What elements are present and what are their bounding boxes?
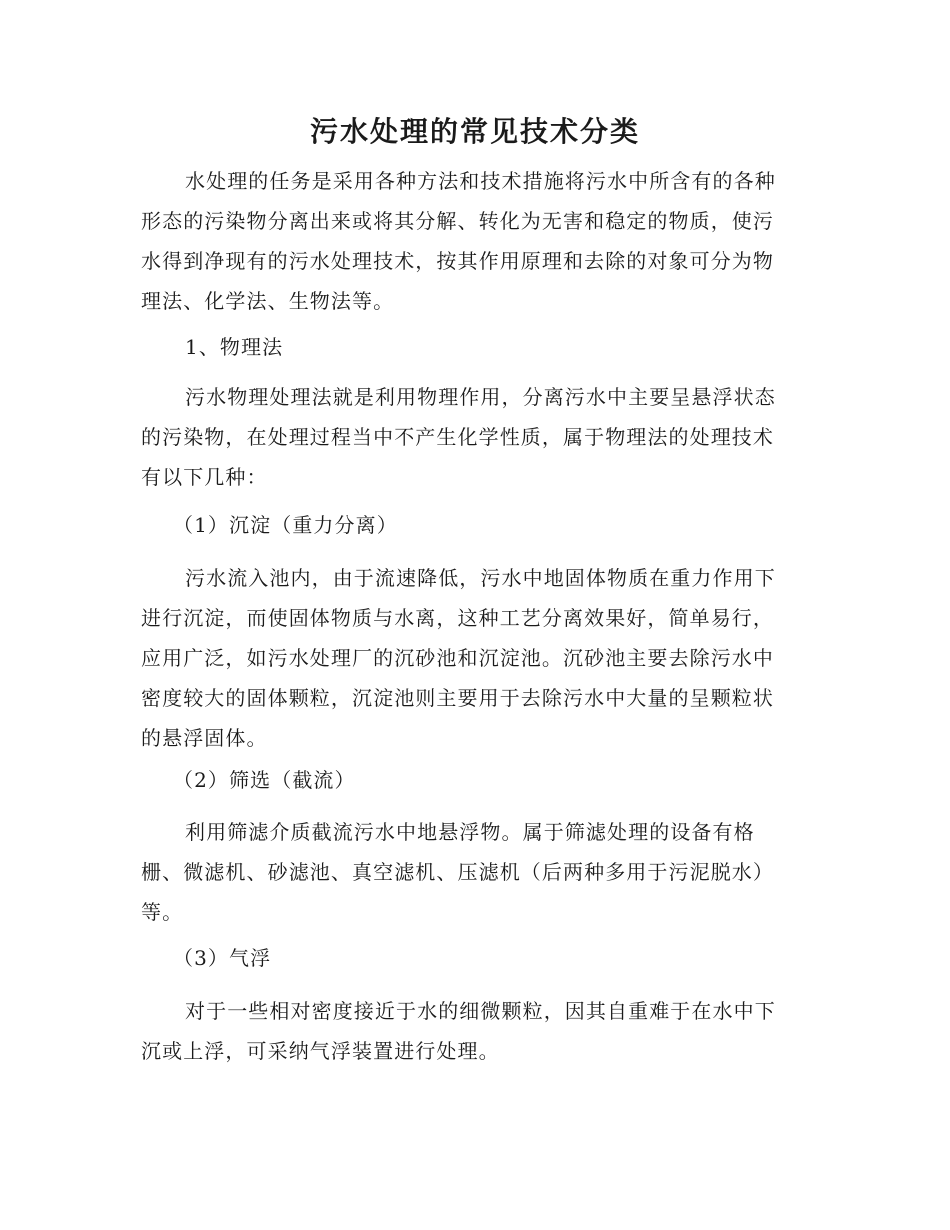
- paragraph-line: 应用广泛，如污水处理厂的沉砂池和沉淀池。沉砂池主要去除污水中: [141, 646, 774, 670]
- section-heading-physical: 1、物理法: [185, 335, 284, 359]
- intro-paragraph: [141, 161, 796, 321]
- screening-paragraph: [141, 812, 796, 932]
- subheading-screening: （2）筛选（截流）: [173, 768, 356, 792]
- paragraph-line: 的悬浮固体。: [141, 726, 268, 750]
- subheading-sedimentation: （1）沉淀（重力分离）: [173, 513, 398, 537]
- paragraph-line: 进行沉淀，而使固体物质与水离，这种工艺分离效果好，简单易行，: [141, 606, 774, 630]
- paragraph-line: 栅、微滤机、砂滤池、真空滤机、压滤机（后两种多用于污泥脱水）: [141, 860, 774, 884]
- document-title: 污水处理的常见技术分类: [309, 115, 640, 148]
- sedimentation-paragraph: [141, 558, 796, 758]
- paragraph-line: 等。: [141, 900, 184, 924]
- flotation-paragraph: [141, 991, 796, 1071]
- subheading-flotation: （3）气浮: [173, 946, 272, 970]
- paragraph-line: 理法、化学法、生物法等。: [141, 289, 395, 313]
- paragraph-line: 水处理的任务是采用各种方法和技术措施将污水中所含有的各种: [185, 169, 776, 193]
- paragraph-line: 沉或上浮，可采纳气浮装置进行处理。: [141, 1039, 500, 1063]
- paragraph-line: 的污染物，在处理过程当中不产生化学性质，属于物理法的处理技术: [141, 425, 774, 449]
- paragraph-line: 密度较大的固体颗粒，沉淀池则主要用于去除污水中大量的呈颗粒状: [141, 686, 774, 710]
- paragraph-line: 有以下几种：: [141, 465, 268, 489]
- paragraph-line: 水得到净现有的污水处理技术，按其作用原理和去除的对象可分为物: [141, 249, 774, 273]
- paragraph-line: 污水流入池内，由于流速降低，污水中地固体物质在重力作用下: [185, 566, 776, 590]
- paragraph-line: 污水物理处理法就是利用物理作用，分离污水中主要呈悬浮状态: [185, 385, 776, 409]
- paragraph-line: 形态的污染物分离出来或将其分解、转化为无害和稳定的物质，使污: [141, 209, 774, 233]
- paragraph-line: 利用筛滤介质截流污水中地悬浮物。属于筛滤处理的设备有格: [185, 820, 755, 844]
- physical-method-paragraph: [141, 377, 796, 497]
- paragraph-line: 对于一些相对密度接近于水的细微颗粒，因其自重难于在水中下: [185, 999, 776, 1023]
